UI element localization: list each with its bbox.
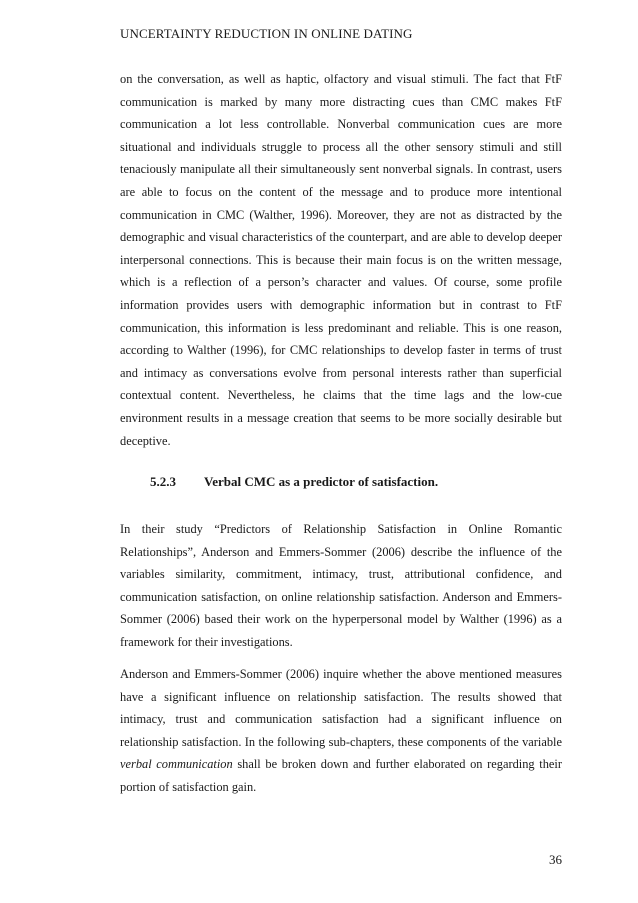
section-heading (150, 474, 438, 490)
section-title: Verbal CMC as a predictor of satisfaction. (204, 474, 439, 489)
body-paragraph-2: In their study “Predictors of Relationship Satisfaction in Online Romantic Relationships”, Anderson and Emmers-Sommer (2006) describe the influence of the variables similarity, commitment, intimacy, trust, attributional confidence, and communication satisfaction, on online relationship satisfaction. Anderson and Emmers-Sommer (2006) based their work on the hyperpersonal model by Walther (1996) as a framework for their investigations. (120, 522, 562, 649)
emphasized-term: verbal communication (120, 757, 233, 772)
section-number: 5.2.3 (150, 474, 176, 489)
body-paragraph-3 (120, 663, 562, 799)
paragraph-3-text-end: shall be broken down and further elaborated on regarding their portion of satisfaction gain. (120, 757, 562, 794)
page-number: 36 (549, 852, 562, 867)
running-header: UNCERTAINTY REDUCTION IN ONLINE DATING (120, 26, 413, 41)
body-paragraph-1: on the conversation, as well as haptic, olfactory and visual stimuli. The fact that FtF communication is marked by many more distracting cues than CMC makes FtF communication a lot less controllable. Nonverbal communication cues are more situational and individuals struggle to process all the other sensory stimuli and still tenaciously manipulate all their simultaneously sent nonverbal signals. In contrast, users are able to focus on the content of the message and to produce more intentional communication in CMC (Walther, 1996). Moreover, they are not as distracted by the demographic and visual characteristics of the counterpart, and are able to develop deeper interpersonal connections. This is because their main focus is on the written message, which is a reflection of a person’s character and values. Of course, some profile information provides users with demographic information but in contrast to FtF communication, this information is less predominant and reliable. This is one reason, according to Walther (1996), for CMC relationships to develop faster in terms of trust and intimacy as conversations evolve from personal interests rather than superficial contextual content. Nevertheless, he claims that the time lags and the low-cue environment results in a message creation that seems to be more socially desirable but deceptive. (120, 72, 562, 448)
paragraph-3-text-start: Anderson and Emmers-Sommer (2006) inquire whether the above mentioned measures have a significant influence on relationship satisfaction. The results showed that intimacy, trust and communication satisfaction had a significant influence on relationship satisfaction. In the following sub-chapters, these components of the variable (120, 667, 562, 749)
